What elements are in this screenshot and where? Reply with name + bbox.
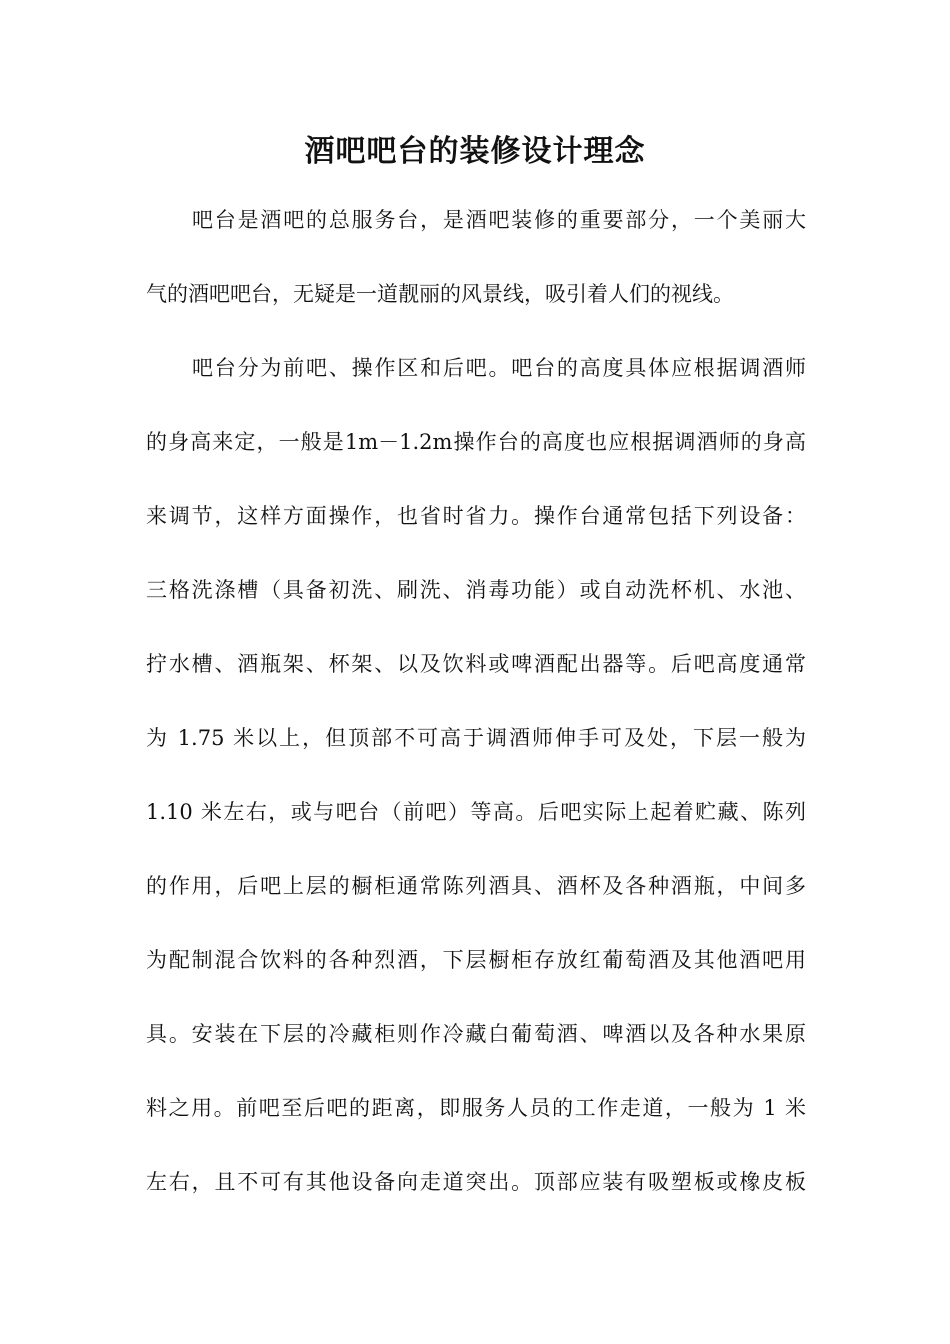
paragraph-line: 为配制混合饮料的各种烈酒，下层橱柜存放红葡萄酒及其他酒吧用	[146, 948, 806, 972]
paragraph-line: 吧台是酒吧的总服务台，是酒吧装修的重要部分，一个美丽大	[192, 208, 806, 232]
paragraph-line: 三格洗涤槽（具备初洗、刷洗、消毒功能）或自动洗杯机、水池、	[146, 578, 806, 602]
paragraph-line: 气的酒吧吧台，无疑是一道靓丽的风景线，吸引着人们的视线。	[146, 282, 734, 306]
paragraph-line: 为 1.75 米以上，但顶部不可高于调酒师伸手可及处，下层一般为	[146, 726, 806, 750]
paragraph-line: 料之用。前吧至后吧的距离，即服务人员的工作走道，一般为 1 米	[146, 1096, 806, 1120]
paragraph-line: 来调节，这样方面操作，也省时省力。操作台通常包括下列设备：	[146, 504, 806, 528]
paragraph-line: 的身高来定，一般是1m－1.2m操作台的高度也应根据调酒师的身高	[146, 430, 806, 454]
paragraph-line: 的作用，后吧上层的橱柜通常陈列酒具、酒杯及各种酒瓶，中间多	[146, 874, 806, 898]
paragraph-line: 具。安装在下层的冷藏柜则作冷藏白葡萄酒、啤酒以及各种水果原	[146, 1022, 806, 1046]
document-title: 酒吧吧台的装修设计理念	[304, 134, 646, 169]
paragraph-line: 左右，且不可有其他设备向走道突出。顶部应装有吸塑板或橡皮板	[146, 1170, 806, 1194]
paragraph-line: 1.10 米左右，或与吧台（前吧）等高。后吧实际上起着贮藏、陈列	[146, 800, 806, 824]
paragraph-line: 吧台分为前吧、操作区和后吧。吧台的高度具体应根据调酒师	[192, 356, 806, 380]
paragraph-line: 拧水槽、酒瓶架、杯架、以及饮料或啤酒配出器等。后吧高度通常	[146, 652, 806, 676]
